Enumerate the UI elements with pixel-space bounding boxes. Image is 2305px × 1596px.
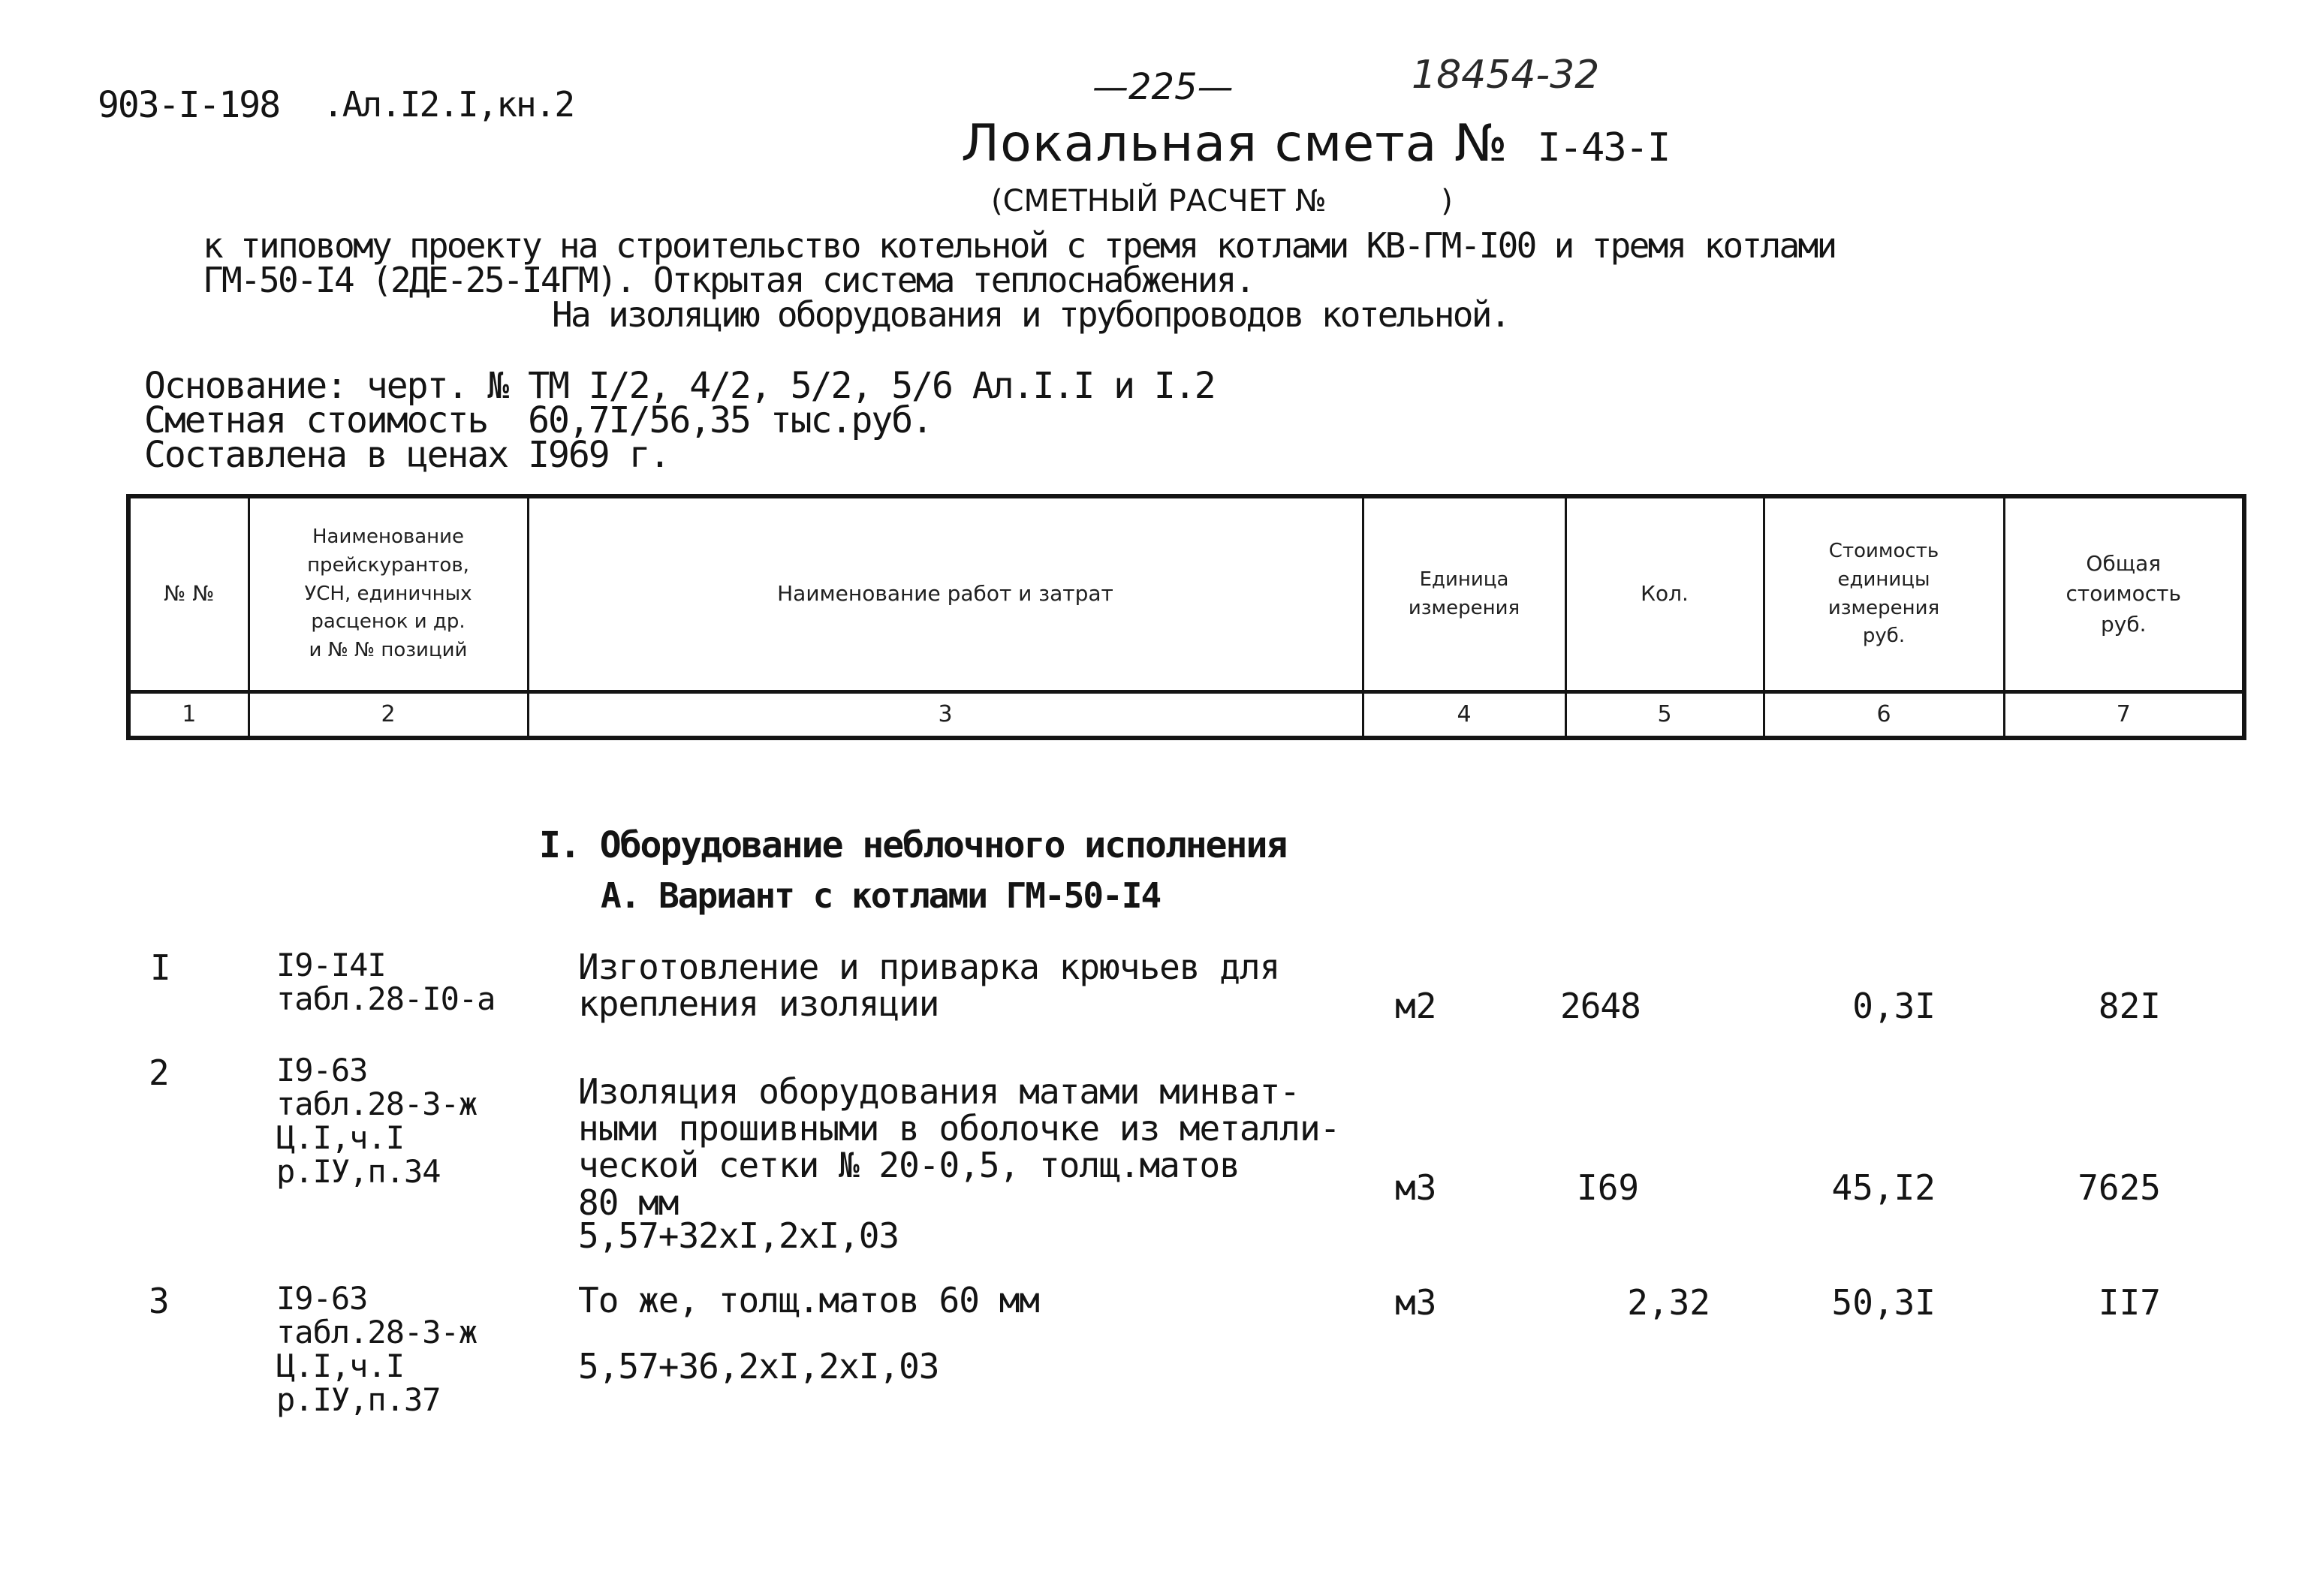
handwritten-number: 18454-32: [1412, 53, 1600, 98]
item-unit: м3: [1395, 1167, 1437, 1208]
item-unit-cost: 0,3I: [1852, 986, 1936, 1026]
item-number: 3: [149, 1281, 170, 1321]
column-number-7: 7: [2004, 692, 2244, 739]
column-number-4: 4: [1363, 692, 1565, 739]
item-total-cost: 82I: [2098, 986, 2161, 1026]
item-reference: [276, 949, 495, 1016]
item-formula: 5,57+32хI,2хI,03: [578, 1215, 899, 1256]
item-unit-cost: 45,I2: [1831, 1167, 1936, 1208]
item-reference-line: I9-63: [276, 1052, 368, 1089]
item-reference-line: табл.28-I0-а: [276, 980, 496, 1017]
item-description-line: ными прошивными в оболочке из металли-: [578, 1108, 1340, 1149]
estimated-cost-line: Сметная стоимость 60,7I/56,35 тыс.руб.: [144, 399, 933, 441]
estimate-header-table: [126, 494, 2246, 740]
item-reference-line: табл.28-3-ж: [276, 1313, 478, 1351]
document-code: 903-I-198: [98, 84, 280, 126]
item-description-line: ческой сетки № 20-0,5, толщ.матов: [578, 1145, 1240, 1186]
item-unit: м2: [1395, 986, 1437, 1026]
item-formula: 5,57+36,2хI,2хI,03: [578, 1346, 939, 1387]
item-reference-line: табл.28-3-ж: [276, 1085, 478, 1122]
item-quantity: 2,32: [1627, 1282, 1710, 1323]
column-header-number: № №: [128, 496, 249, 692]
item-reference-line: I9-63: [276, 1280, 368, 1317]
item-description-line: крепления изоляции: [578, 983, 939, 1025]
prices-year-line: Составлена в ценах I969 г.: [144, 434, 670, 476]
column-header-unit-cost: Стоимость единицы измерения руб.: [1764, 496, 2004, 692]
item-number: 2: [149, 1052, 170, 1093]
column-header-quantity: Кол.: [1565, 496, 1764, 692]
item-unit: м3: [1395, 1282, 1437, 1323]
column-number-3: 3: [528, 692, 1363, 739]
item-unit-cost: 50,3I: [1831, 1282, 1936, 1323]
item-reference: [276, 1282, 477, 1417]
item-total-cost: 7625: [2078, 1167, 2161, 1208]
section-title: I. Оборудование неблочного исполнения: [539, 824, 1287, 866]
item-description: [578, 947, 1280, 1025]
item-total-cost: II7: [2098, 1282, 2161, 1323]
item-reference-line: Ц.I,ч.I: [276, 1119, 405, 1156]
estimate-number: I-43-I: [1537, 125, 1670, 170]
column-number-6: 6: [1764, 692, 2004, 739]
item-quantity: I69: [1577, 1167, 1640, 1208]
column-header-price-list: Наименование прейскурантов, УСН, единичных расценок и др. и № № позиций: [249, 496, 528, 692]
page-subtitle: (СМЕТНЫЙ РАСЧЕТ № ): [991, 184, 1453, 218]
column-number-1: 1: [128, 692, 249, 739]
column-header-work-name: Наименование работ и затрат: [528, 496, 1363, 692]
item-description: [578, 1282, 1039, 1319]
item-description-line: Изготовление и приварка крючьев для: [578, 947, 1280, 987]
column-header-total-cost: Общая стоимость руб.: [2004, 496, 2244, 692]
item-quantity: 2648: [1560, 986, 1641, 1026]
item-reference-line: I9-I4I: [276, 947, 386, 983]
column-number-5: 5: [1565, 692, 1764, 739]
album-reference: .Ал.I2.I,кн.2: [323, 84, 574, 125]
item-reference-line: Ц.I,ч.I: [276, 1347, 405, 1384]
description-line-3: На изоляцию оборудования и трубопроводов котельной.: [552, 294, 1509, 335]
section-subtitle: А. Вариант с котлами ГМ-50-I4: [601, 875, 1161, 916]
item-reference-line: р.IУ,п.34: [276, 1152, 441, 1190]
item-reference-line: р.IУ,п.37: [276, 1381, 441, 1418]
column-number-2: 2: [249, 692, 528, 739]
item-number: I: [150, 947, 171, 988]
item-description-line: То же, толщ.матов 60 мм: [578, 1280, 1039, 1320]
basis-line: Основание: черт. № ТМ I/2, 4/2, 5/2, 5/6 Ал.I.I и I.2: [144, 365, 1215, 407]
item-reference: [276, 1054, 477, 1189]
page-title: [961, 114, 1669, 173]
description-line-1: к типовому проекту на строительство котельной с тремя котлами КВ-ГМ-I00 и тремя котлами: [203, 225, 1836, 266]
page-title-text: Локальная смета №: [961, 114, 1508, 173]
item-description-line: 80 мм: [578, 1182, 679, 1223]
page-number: —225—: [1092, 66, 1234, 108]
description-line-2: ГМ-50-I4 (2ДЕ-25-I4ГМ). Открытая система теплоснабжения.: [203, 260, 1254, 300]
item-description: [578, 1071, 1340, 1223]
column-header-unit: Единица измерения: [1363, 496, 1565, 692]
item-description-line: Изоляция оборудования матами минват-: [578, 1071, 1300, 1112]
